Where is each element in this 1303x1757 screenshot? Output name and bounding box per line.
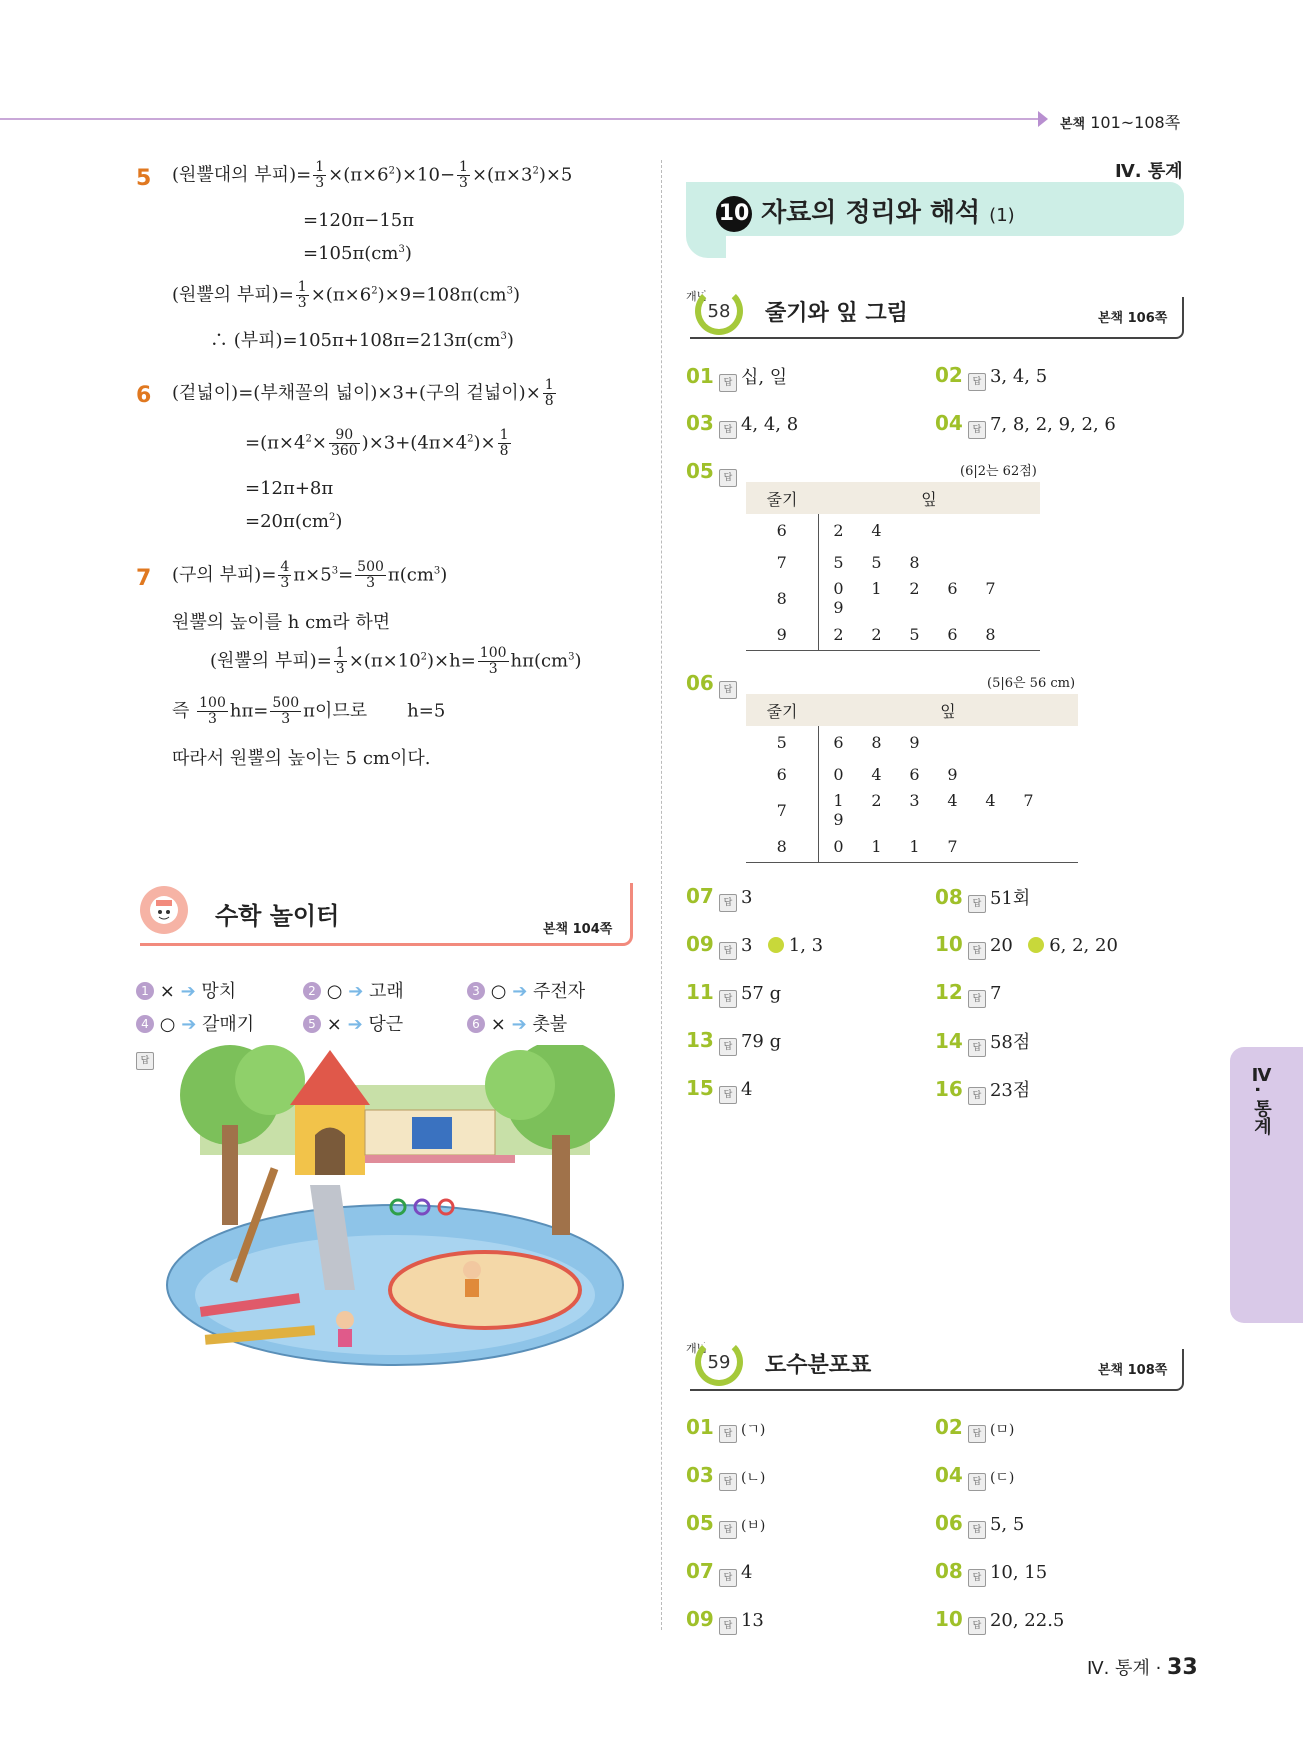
stem-leaf-table: 줄기 잎 6 2 4 7 5 5 8 8 0 1 2 6 79 9 2 2 5 6 8	[746, 482, 1040, 651]
q6-line-1: (겉넓이)=(부채꼴의 넓이)×3+(구의 겉넓이)× $\frac{1}{8}$	[172, 377, 554, 409]
answer-item: 04 답 7, 8, 2, 9, 2, 6	[935, 411, 1116, 439]
section-ref: 본책 106쪽	[1098, 311, 1168, 326]
q7-line-2: 원뿔의 높이를 h cm라 하면	[172, 612, 391, 633]
answer-item: 01 답 (ㄱ)	[686, 1415, 765, 1443]
table-note: (5|6은 56 cm)	[987, 676, 1076, 691]
q7-line-3: (원뿔의 부피)= $\frac{1}{3}$ $\times(\pi\times 10^2)\times h=$ $\frac{100}{3}$ $h\pi(cm^3)$	[210, 645, 582, 677]
q7-line-1: (구의 부피)= $\frac{4}{3}$ $\pi\times 5^3=$ $\frac{500}{3}$ $\pi(cm^3)$	[172, 559, 448, 591]
side-tab-label: Ⅳ. 통계	[1251, 1065, 1272, 1136]
header-page-ref: 본책 101~108쪽	[1060, 113, 1181, 132]
answer-item: 03 답 4, 4, 8	[686, 411, 798, 439]
question-number: 6	[136, 383, 152, 408]
answer-item: 14 답 58점	[935, 1028, 1030, 1057]
stem-leaf-table: 줄기 잎 5 6 8 9 6 0 4 6 9 7 1 2 3 4 4 79 8 0 1 1 7	[746, 694, 1078, 863]
answer-item: 07 답 4	[686, 1559, 752, 1587]
answer-item: 13 답 79 g	[686, 1028, 781, 1056]
playground-title: 수학 놀이터	[215, 902, 340, 930]
answer-item: 15 답 4	[686, 1076, 752, 1104]
play-item: 6 × ➔ 촛불	[467, 1010, 567, 1036]
q5-line-1: (원뿔대의 부피)= $\frac{1}{3}$ $\times(\pi\times 6^2)\times 10-$ $\frac{1}{3}$ $\times(\pi\times 3^2)\times 5$	[172, 159, 573, 191]
unit-banner-tail	[686, 236, 726, 258]
q6-line-3: =12π+8π	[245, 478, 334, 499]
concept-number: 59	[695, 1338, 743, 1386]
answer-item: 04 답 (ㄷ)	[935, 1463, 1014, 1491]
playground-icon	[140, 886, 188, 934]
answer-item: 03 답 (ㄴ)	[686, 1463, 765, 1491]
answer-item: 05 답	[686, 459, 741, 487]
table-note: (6|2는 62점)	[960, 464, 1037, 479]
header-arrow-icon	[1038, 111, 1048, 127]
answer-item: 10 답 20, 22.5	[935, 1607, 1064, 1635]
playground-illustration	[160, 1045, 630, 1380]
answer-item: 05 답 (ㅂ)	[686, 1511, 765, 1539]
concept-label: 개념	[686, 1342, 708, 1355]
pencil-icon	[768, 937, 784, 953]
q5-line-5: ∴ (부피)$=105\pi+108\pi=213\pi(cm^3)$	[210, 330, 514, 351]
q5-line-3: $=105\pi(cm^3)$	[303, 243, 412, 264]
answer-item: 02 답 (ㅁ)	[935, 1415, 1014, 1443]
chapter-label: Ⅳ. 통계	[1115, 161, 1183, 182]
play-item: 3 ○ ➔ 주전자	[467, 977, 585, 1003]
header-rule	[0, 118, 1040, 120]
question-number: 5	[136, 166, 152, 191]
answer-item: 09 답 13	[686, 1607, 764, 1635]
answer-item: 02 답 3, 4, 5	[935, 363, 1047, 391]
q6-line-2: $=(\pi\times 4^2\times$ $\frac{90}{360}$ )$\times 3+(4\pi\times 4^2)\times$ $\frac{1}{8}$	[245, 427, 509, 459]
answer-item: 01 답 십, 일	[686, 363, 787, 392]
answer-item: 10 답 20 6, 2, 20	[935, 932, 1118, 960]
answer-item: 06 답	[686, 671, 741, 699]
pencil-icon	[1028, 937, 1044, 953]
unit-title: 10 자료의 정리와 해석 (1)	[716, 192, 1015, 232]
answer-item: 08 답 51회	[935, 884, 1030, 913]
q5-line-4: (원뿔의 부피)= $\frac{1}{3}$ $\times(\pi\times 6^2)\times 9=108\pi(cm^3)$	[172, 279, 520, 311]
answer-item: 11 답 57 g	[686, 980, 781, 1008]
play-item: 1 × ➔ 망치	[136, 977, 236, 1003]
q7-line-4: 즉 $\frac{100}{3}$ hπ= $\frac{500}{3}$ π이므로 h=5	[172, 695, 446, 727]
section-title: 줄기와 잎 그림	[765, 301, 908, 326]
concept-label: 개념	[686, 290, 708, 303]
q6-line-4: $=20\pi(cm^2)$	[245, 511, 343, 532]
answer-icon: 답	[136, 1046, 158, 1070]
answer-item: 06 답 5, 5	[935, 1511, 1024, 1539]
q5-line-2: =120π−15π	[303, 210, 415, 231]
concept-number: 58	[695, 287, 743, 335]
play-item: 2 ○ ➔ 고래	[303, 977, 404, 1003]
q7-line-5: 따라서 원뿔의 높이는 5 cm이다.	[172, 748, 431, 769]
play-item: 5 × ➔ 당근	[303, 1010, 403, 1036]
playground-ref: 본책 104쪽	[543, 922, 613, 937]
play-item: 4 ○ ➔ 갈매기	[136, 1010, 254, 1036]
question-number: 7	[136, 566, 152, 591]
answer-item: 12 답 7	[935, 980, 1001, 1008]
section-ref: 본책 108쪽	[1098, 1363, 1168, 1378]
answer-item: 08 답 10, 15	[935, 1559, 1047, 1587]
answer-item: 09 답 3 1, 3	[686, 932, 823, 960]
section-title: 도수분포표	[765, 1353, 872, 1378]
column-divider	[661, 160, 662, 1630]
page-footer: Ⅳ. 통계 · 33	[1087, 1655, 1198, 1680]
answer-item: 07 답 3	[686, 884, 752, 912]
answer-item: 16 답 23점	[935, 1076, 1030, 1105]
